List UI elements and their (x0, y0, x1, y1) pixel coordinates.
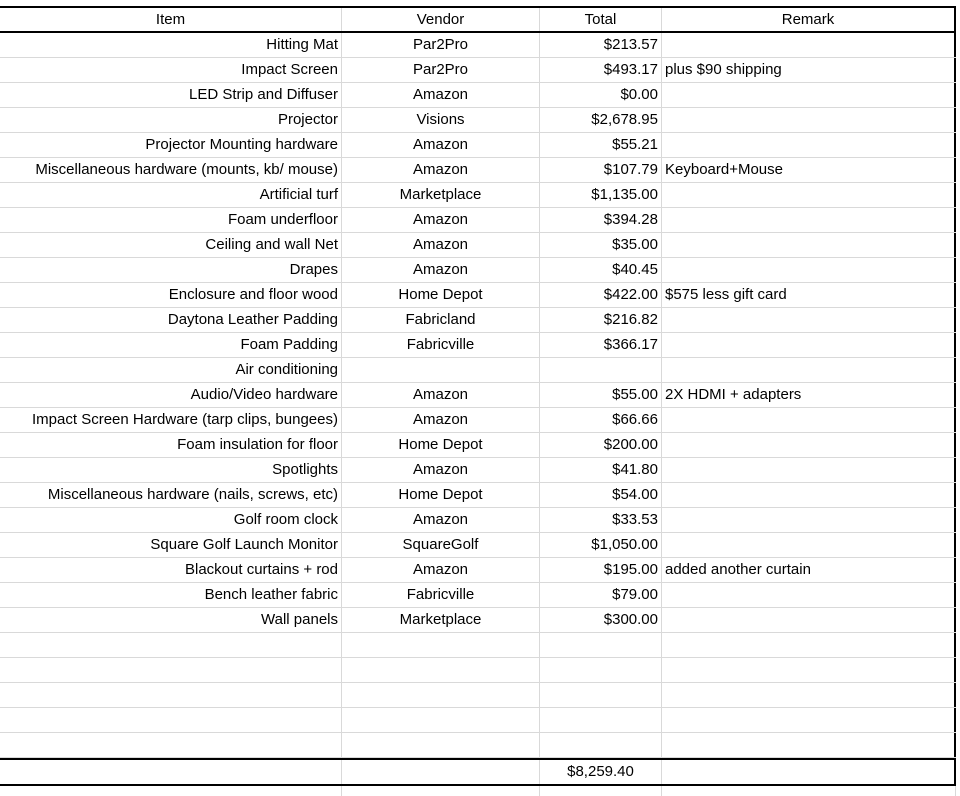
remark-cell[interactable] (662, 583, 956, 607)
remark-cell[interactable] (662, 208, 956, 232)
remark-cell[interactable] (662, 633, 956, 657)
remark-cell[interactable] (662, 458, 956, 482)
vendor-cell[interactable]: Amazon (342, 458, 540, 482)
total-cell[interactable] (540, 358, 662, 382)
table-row (0, 458, 956, 483)
total-cell[interactable]: $35.00 (540, 233, 662, 257)
item-cell[interactable] (0, 683, 342, 707)
item-cell[interactable]: Foam underfloor (0, 208, 342, 232)
total-cell[interactable]: $40.45 (540, 258, 662, 282)
grand-total-item-cell[interactable] (0, 760, 342, 784)
item-cell[interactable]: Golf room clock (0, 508, 342, 532)
item-cell[interactable]: Enclosure and floor wood (0, 283, 342, 307)
item-cell[interactable] (0, 633, 342, 657)
item-cell[interactable]: Foam insulation for floor (0, 433, 342, 457)
remark-cell[interactable] (662, 358, 956, 382)
remark-cell[interactable]: added another curtain (662, 558, 956, 582)
remark-cell[interactable] (662, 733, 956, 757)
remark-cell[interactable] (662, 83, 956, 107)
grand-total-vendor-cell[interactable] (342, 760, 540, 784)
total-cell[interactable]: $213.57 (540, 33, 662, 57)
item-cell[interactable]: Projector (0, 108, 342, 132)
total-cell[interactable]: $422.00 (540, 283, 662, 307)
remark-cell[interactable] (662, 233, 956, 257)
vendor-cell[interactable] (342, 733, 540, 757)
total-cell[interactable]: $1,135.00 (540, 183, 662, 207)
table-row (0, 483, 956, 508)
item-cell[interactable]: Air conditioning (0, 358, 342, 382)
table-row (0, 208, 956, 233)
remark-cell[interactable] (662, 258, 956, 282)
table-row (0, 308, 956, 333)
remark-cell[interactable]: Keyboard+Mouse (662, 158, 956, 182)
vendor-cell[interactable] (342, 358, 540, 382)
table-row (0, 283, 956, 308)
vendor-cell[interactable]: Par2Pro (342, 33, 540, 57)
item-cell[interactable]: Spotlights (0, 458, 342, 482)
vendor-cell[interactable] (342, 633, 540, 657)
item-cell[interactable]: Wall panels (0, 608, 342, 632)
table-row (0, 133, 956, 158)
remark-cell[interactable] (662, 308, 956, 332)
remark-cell[interactable] (662, 658, 956, 682)
item-cell[interactable] (0, 708, 342, 732)
vendor-cell[interactable]: SquareGolf (342, 533, 540, 557)
vendor-cell[interactable]: Visions (342, 108, 540, 132)
table-row (0, 433, 956, 458)
total-cell[interactable]: $107.79 (540, 158, 662, 182)
total-cell[interactable]: $0.00 (540, 83, 662, 107)
vendor-cell[interactable]: Amazon (342, 233, 540, 257)
vendor-cell[interactable]: Home Depot (342, 283, 540, 307)
total-cell[interactable] (540, 733, 662, 757)
total-cell[interactable]: $79.00 (540, 583, 662, 607)
table-row (0, 183, 956, 208)
remark-cell[interactable] (662, 183, 956, 207)
total-cell[interactable]: $200.00 (540, 433, 662, 457)
vendor-cell[interactable]: Amazon (342, 383, 540, 407)
total-cell[interactable]: $66.66 (540, 408, 662, 432)
remark-cell[interactable] (662, 108, 956, 132)
vendor-cell[interactable] (342, 683, 540, 707)
total-cell[interactable]: $54.00 (540, 483, 662, 507)
next-row (0, 786, 956, 796)
header-total[interactable]: Total (540, 8, 662, 31)
vendor-cell[interactable]: Amazon (342, 558, 540, 582)
header-row (0, 6, 956, 33)
item-cell[interactable] (0, 733, 342, 757)
remark-cell[interactable] (662, 483, 956, 507)
vendor-cell[interactable]: Amazon (342, 508, 540, 532)
table-row (0, 383, 956, 408)
header-vendor[interactable]: Vendor (342, 8, 540, 31)
remark-cell[interactable] (662, 133, 956, 157)
item-cell[interactable]: Impact Screen (0, 58, 342, 82)
grand-total-row (0, 758, 956, 786)
vendor-cell[interactable] (342, 708, 540, 732)
vendor-cell[interactable]: Fabricville (342, 583, 540, 607)
next-row-item-cell[interactable] (0, 786, 342, 796)
total-cell[interactable]: $493.17 (540, 58, 662, 82)
remark-cell[interactable] (662, 533, 956, 557)
header-item[interactable]: Item (0, 8, 342, 31)
item-cell[interactable]: Blackout curtains + rod (0, 558, 342, 582)
vendor-cell[interactable]: Amazon (342, 158, 540, 182)
table-row (0, 733, 956, 758)
total-cell[interactable]: $300.00 (540, 608, 662, 632)
vendor-cell[interactable]: Fabricland (342, 308, 540, 332)
vendor-cell[interactable]: Marketplace (342, 608, 540, 632)
next-row-vendor-cell[interactable] (342, 786, 540, 796)
table-row (0, 58, 956, 83)
total-cell[interactable]: $366.17 (540, 333, 662, 357)
table-row (0, 233, 956, 258)
table-row (0, 33, 956, 58)
total-cell[interactable]: $55.21 (540, 133, 662, 157)
vendor-cell[interactable]: Amazon (342, 133, 540, 157)
table-body (0, 33, 956, 758)
total-cell[interactable] (540, 633, 662, 657)
vendor-cell[interactable]: Par2Pro (342, 58, 540, 82)
table-row (0, 83, 956, 108)
vendor-cell[interactable]: Amazon (342, 408, 540, 432)
table-row (0, 633, 956, 658)
table-row (0, 658, 956, 683)
table-row (0, 408, 956, 433)
vendor-cell[interactable] (342, 658, 540, 682)
item-cell[interactable]: Miscellaneous hardware (mounts, kb/ mouse) (0, 158, 342, 182)
grand-total-value[interactable]: $8,259.40 (540, 760, 662, 784)
item-cell[interactable] (0, 658, 342, 682)
item-cell[interactable]: Impact Screen Hardware (tarp clips, bungees) (0, 408, 342, 432)
table-row (0, 333, 956, 358)
table-row (0, 508, 956, 533)
vendor-cell[interactable]: Amazon (342, 208, 540, 232)
item-cell[interactable]: Hitting Mat (0, 33, 342, 57)
item-cell[interactable]: Square Golf Launch Monitor (0, 533, 342, 557)
item-cell[interactable]: Artificial turf (0, 183, 342, 207)
item-cell[interactable]: Audio/Video hardware (0, 383, 342, 407)
table-row (0, 108, 956, 133)
remark-cell[interactable] (662, 33, 956, 57)
table-row (0, 708, 956, 733)
total-cell[interactable] (540, 683, 662, 707)
vendor-cell[interactable]: Fabricville (342, 333, 540, 357)
grand-total-remark-cell[interactable] (662, 760, 956, 784)
total-cell[interactable] (540, 658, 662, 682)
item-cell[interactable]: Daytona Leather Padding (0, 308, 342, 332)
total-cell[interactable]: $195.00 (540, 558, 662, 582)
total-cell[interactable]: $1,050.00 (540, 533, 662, 557)
total-cell[interactable] (540, 708, 662, 732)
table-row (0, 358, 956, 383)
total-cell[interactable]: $216.82 (540, 308, 662, 332)
vendor-cell[interactable]: Home Depot (342, 483, 540, 507)
remark-cell[interactable] (662, 408, 956, 432)
remark-cell[interactable] (662, 333, 956, 357)
total-cell[interactable]: $394.28 (540, 208, 662, 232)
next-row-remark-cell[interactable] (662, 786, 956, 796)
total-cell[interactable]: $33.53 (540, 508, 662, 532)
next-row-total-cell[interactable] (540, 786, 662, 796)
table-row (0, 583, 956, 608)
header-remark[interactable]: Remark (662, 8, 956, 31)
remark-cell[interactable]: plus $90 shipping (662, 58, 956, 82)
expense-spreadsheet (0, 6, 956, 796)
vendor-cell[interactable]: Marketplace (342, 183, 540, 207)
remark-cell[interactable]: 2X HDMI + adapters (662, 383, 956, 407)
table-row (0, 533, 956, 558)
vendor-cell[interactable]: Home Depot (342, 433, 540, 457)
item-cell[interactable]: Bench leather fabric (0, 583, 342, 607)
total-cell[interactable]: $2,678.95 (540, 108, 662, 132)
remark-cell[interactable]: $575 less gift card (662, 283, 956, 307)
table-row (0, 608, 956, 633)
remark-cell[interactable] (662, 683, 956, 707)
table-row (0, 558, 956, 583)
remark-cell[interactable] (662, 608, 956, 632)
item-cell[interactable]: Ceiling and wall Net (0, 233, 342, 257)
remark-cell[interactable] (662, 708, 956, 732)
table-row (0, 258, 956, 283)
item-cell[interactable]: Foam Padding (0, 333, 342, 357)
vendor-cell[interactable]: Amazon (342, 258, 540, 282)
table-row (0, 158, 956, 183)
item-cell[interactable]: Miscellaneous hardware (nails, screws, etc) (0, 483, 342, 507)
total-cell[interactable]: $41.80 (540, 458, 662, 482)
remark-cell[interactable] (662, 433, 956, 457)
item-cell[interactable]: Projector Mounting hardware (0, 133, 342, 157)
item-cell[interactable]: LED Strip and Diffuser (0, 83, 342, 107)
remark-cell[interactable] (662, 508, 956, 532)
vendor-cell[interactable]: Amazon (342, 83, 540, 107)
total-cell[interactable]: $55.00 (540, 383, 662, 407)
table-row (0, 683, 956, 708)
item-cell[interactable]: Drapes (0, 258, 342, 282)
